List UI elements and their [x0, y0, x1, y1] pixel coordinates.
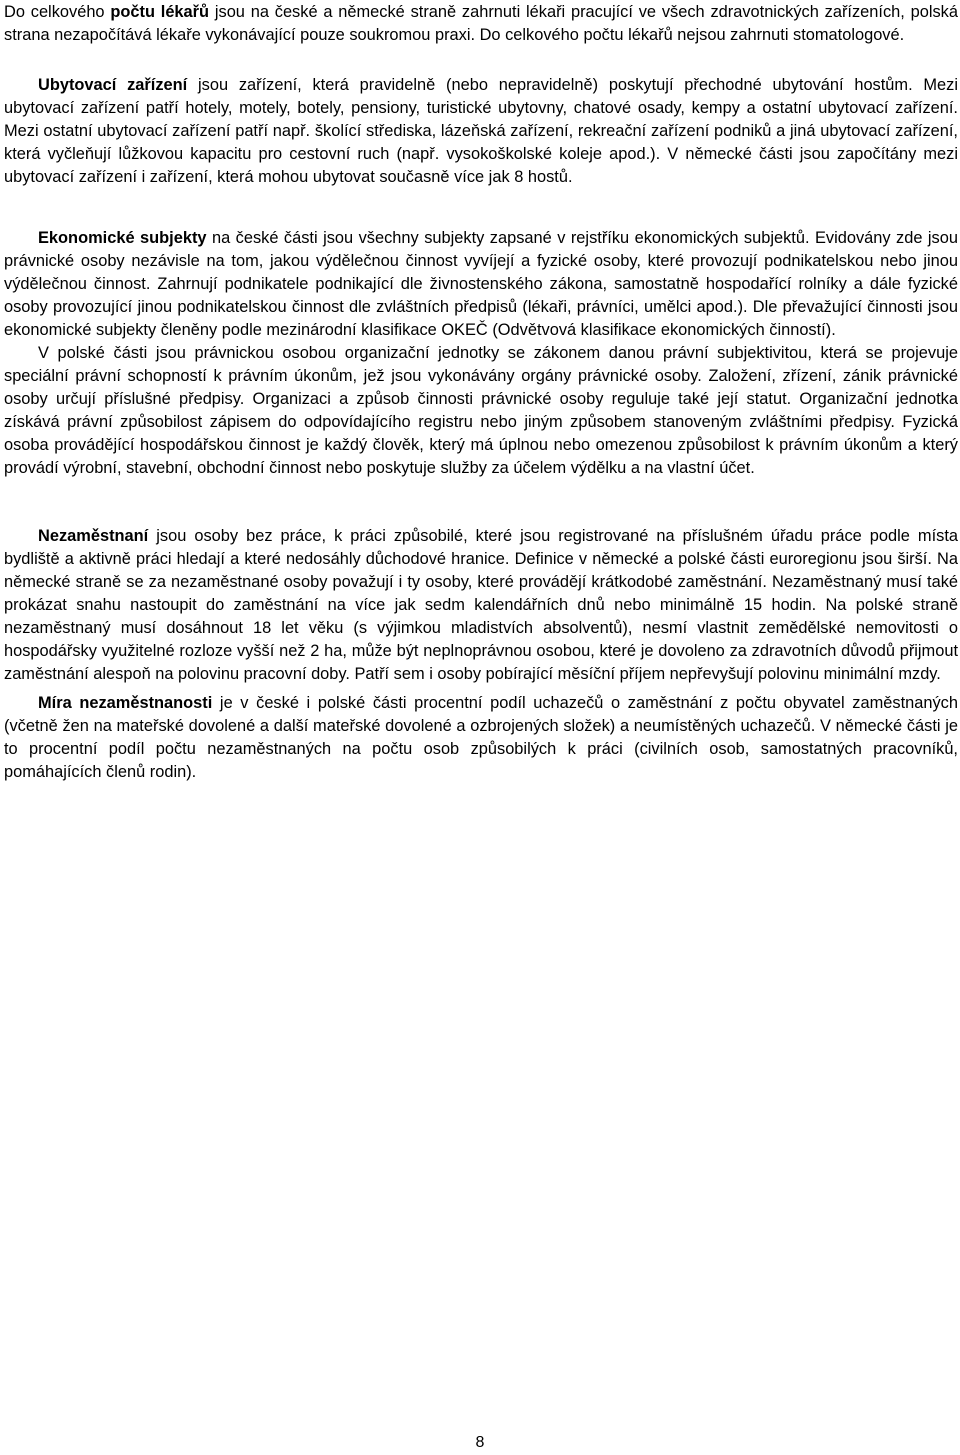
paragraph-polish-legal-entities — [4, 342, 958, 480]
paragraph-unemployment-rate — [4, 692, 958, 784]
paragraph-unemployed-text: jsou osoby bez práce, k práci způsobilé, které jsou registrované na příslušném úřadu práce podle místa bydliště a aktivně práci hledají a které nedosáhly důchodové hranice. Definice v německé a polské části euroregionu jsou širší. Na německé straně se za nezaměstnané osoby považují i ty osoby, které provádějí krátkodobé zaměstnání. Nezaměstnaný musí také prokázat snahu nastoupit do zaměstnání na více jak sedm kalendářních dnů nebo minimálně 15 hodin. Na polské straně nezaměstnaný musí dosáhnout 18 let věku (s výjimkou mladistvích absolventů), nesmí vlastnit zemědělské nemovitosti o hospodářsky využitelné rozloze vyšší než 2 ha, může být neplnoprávnou osobou, které je dovoleno za zdravotních důvodů přijmout zaměstnání alespoň na polovinu pracovní doby. Patří sem i osoby pobírající měsíční příjem nepřevyšují polovinu minimální mzdy. — [4, 527, 958, 683]
paragraph-physicians — [4, 1, 958, 47]
paragraph-unemployment-rate-text: je v české i polské části procentní podíl uchazečů o zaměstnání z počtu obyvatel zaměstnaných (včetně žen na mateřské dovolené a další mateřské dovolené a ozbrojených složek) a neumístěných uchazečů. V německé části je to procentní podíl počtu nezaměstnaných na počtu osob způsobilých k práci (civilních osob, samostatných pracovníků, pomáhajících členů rodin). — [4, 694, 958, 781]
paragraph-unemployed — [4, 525, 958, 686]
paragraph-polish-legal-entities-text: V polské části jsou právnickou osobou organizační jednotky se zákonem danou právní subjektivitou, která se projevuje speciální právní schopností k právním úkonům, jež jsou vykonávány orgány právnické osoby. Založení, zřízení, zánik právnické osoby určují příslušné předpisy. Organizaci a způsob činnosti právnické osoby reguluje také její statut. Organizační jednotka získává právní způsobilost zápisem do odpovídajícího registru nebo jiným způsobem stanoveným zvláštními předpisy. Fyzická osoba provádějící hospodářskou činnost je každý člověk, který má úplnou nebo omezenou způsobilost k právním úkonům a který provádí výrobní, stavební, obchodní činnost nebo poskytuje služby za účelem výdělku a na vlastní účet. — [4, 344, 958, 477]
page-number: 8 — [475, 1434, 485, 1451]
term-nezamestnani: Nezaměstnaní — [38, 527, 149, 545]
paragraph-physicians-text: jsou na české a německé straně zahrnuti lékaři pracující ve všech zdravotnických zařízeních, polská strana nezapočítává lékaře vykonávající pouze soukromou praxi. Do celkového počtu lékařů nejsou zahrnuti stomatologové. — [4, 3, 958, 44]
term-ekonomicke-subjekty: Ekonomické subjekty — [38, 229, 207, 247]
term-ubytovaci-zarizeni: Ubytovací zařízení — [38, 76, 188, 94]
paragraph-accommodation — [4, 74, 958, 189]
paragraph-economic-subjects-text: na české části jsou všechny subjekty zapsané v rejstříku ekonomických subjektů. Evidovány zde jsou právnické osoby nezávisle na tom, jakou výdělečnou činnost vyvíjejí a fyzické osoby, které provozují podnikatelskou nebo jinou výdělečnou činnost. Zahrnují podnikatele podnikající dle živnostenského zákona, samostatně hospodařící rolníky a dále fyzické osoby provozující jinou podnikatelskou činnost dle zvláštních předpisů (lékaři, právníci, umělci apod.). Dle převažující činnosti jsou ekonomické subjekty členěny podle mezinárodní klasifikace OKEČ (Odvětvová klasifikace ekonomických činností). — [4, 229, 958, 339]
term-pocet-lekaru: počtu lékařů — [110, 3, 210, 21]
document-page — [4, 0, 958, 784]
paragraph-economic-subjects — [4, 227, 958, 342]
paragraph-accommodation-text: jsou zařízení, která pravidelně (nebo nepravidelně) poskytují přechodné ubytování hostům. Mezi ubytovací zařízení patří hotely, motely, botely, pensiony, turistické ubytovny, chatové osady, kempy a ostatní ubytovací zařízení. Mezi ostatní ubytovací zařízení patří např. školící střediska, lázeňská zařízení, rekreační zařízení podniků a jiná ubytovací zařízení, která vyčleňují lůžkovou kapacitu pro cestovní ruch (např. vysokoškolské koleje apod.). V německé části jsou započítány mezi ubytovací zařízení i zařízení, která mohou ubytovat současně více jak 8 hostů. — [4, 76, 959, 186]
paragraph-physicians-pre: Do celkového — [4, 3, 111, 21]
term-mira-nezamestnanosti: Míra nezaměstnanosti — [38, 694, 213, 712]
